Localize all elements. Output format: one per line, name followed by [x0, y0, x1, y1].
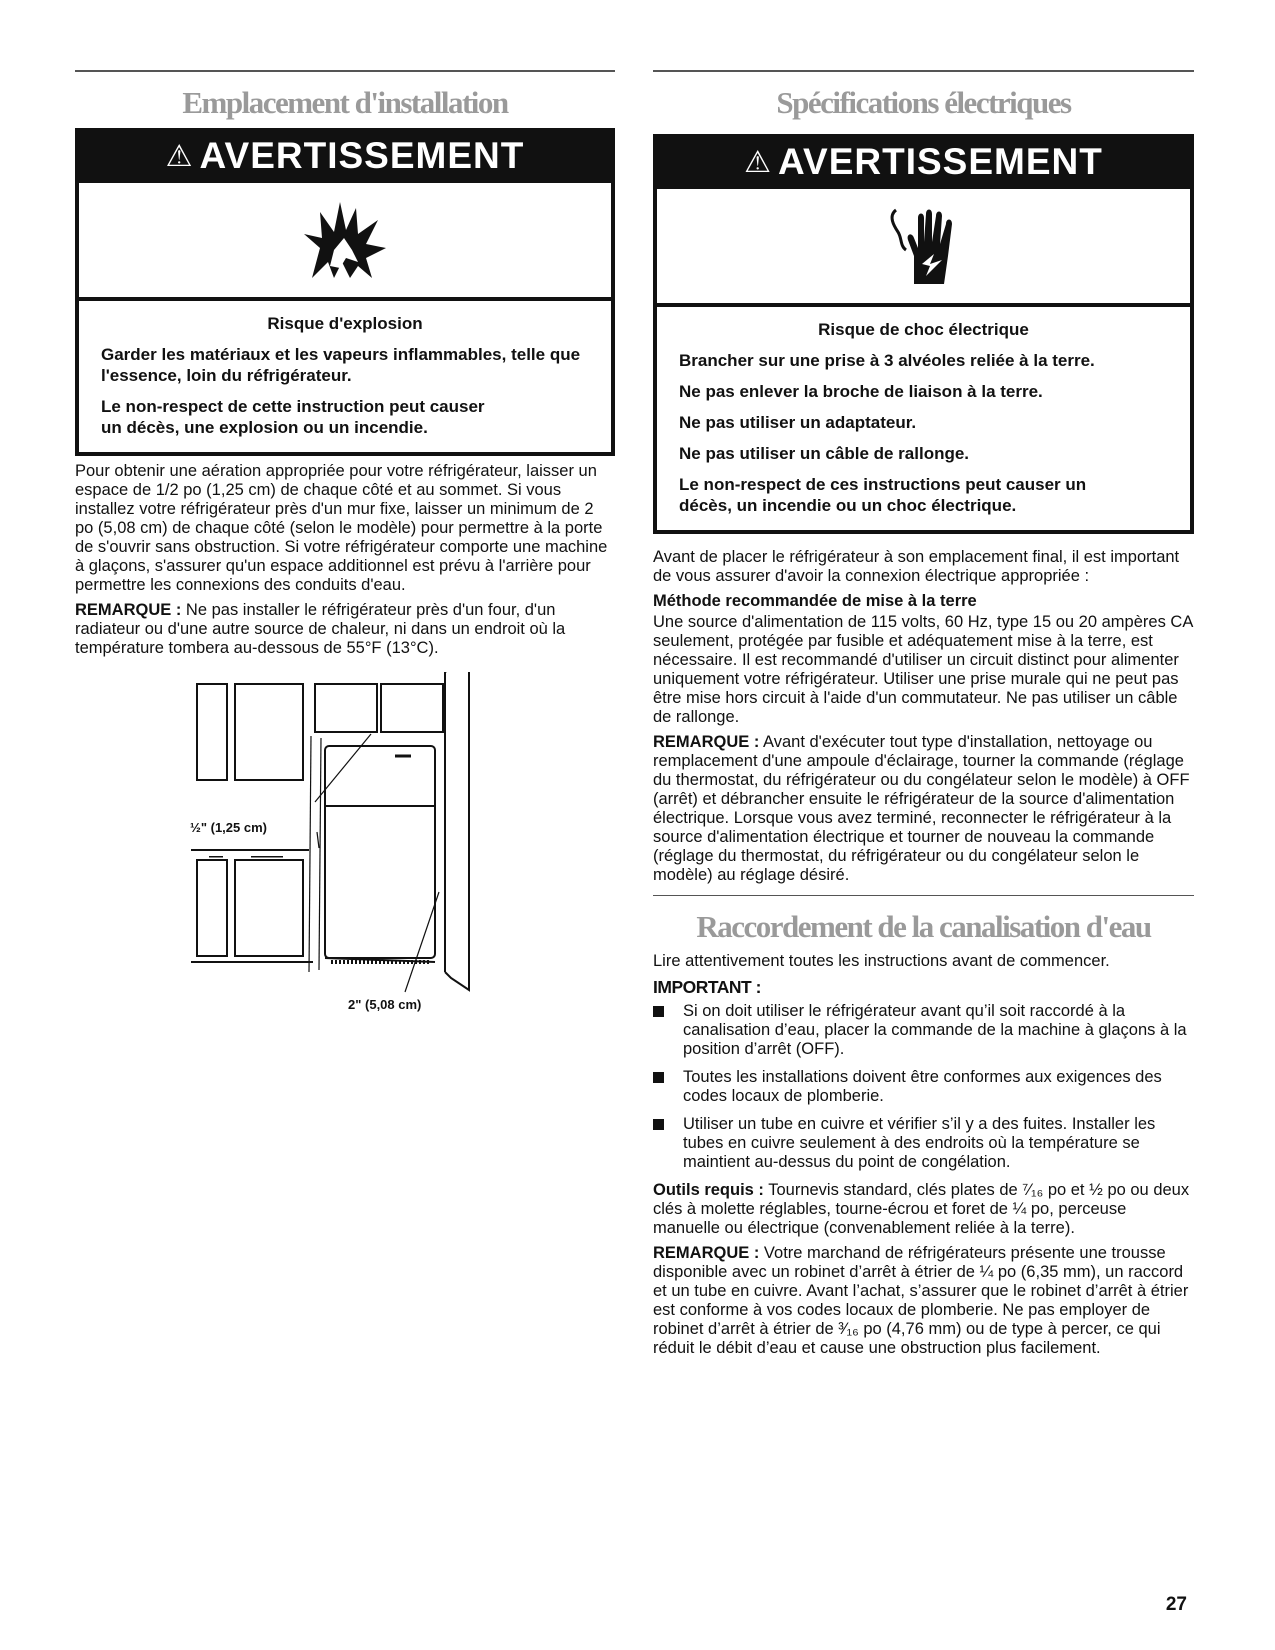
intro-paragraph: Avant de placer le réfrigérateur à son emplacement final, il est important de vous assurer d'avoir la connexion électrique appropriée : — [653, 547, 1180, 585]
warning-line-2: Ne pas enlever la broche de liaison à la terre. — [679, 381, 1043, 401]
page-number: 27 — [1165, 1594, 1187, 1615]
top-rule-right — [653, 70, 1194, 72]
note-paragraph-1: REMARQUE : Avant d'exécuter tout type d'installation, nettoyage ou remplacement d'une ampoule d'éclairage, tourner la commande (réglage du thermostat, du réfrigérateur ou du congélateur selon le modèle) à OFF (arrêt) et débrancher ensuite le réfrigérateur de la source d'alimentation électrique. Lorsque vous avez terminé, reconnecter le réfrigérateur à la source d'alimentation électrique et tourner de nouveau la commande (réglage du thermostat, du réfrigérateur ou du congélateur selon le modèle) au réglage désiré. — [653, 732, 1190, 884]
top-rule-left — [75, 70, 615, 72]
warning-icon-area — [657, 189, 1190, 307]
section-title-water: Raccordement de la canalisation d'eau — [696, 908, 1151, 944]
warning-header: ⚠ AVERTISSEMENT — [657, 138, 1190, 189]
tools-paragraph: Outils requis : Tournevis standard, clés plates de ⁷⁄₁₆ po et ½ po ou deux clés à molette réglables, tourne-écrou et foret de ¼ po, perceuse manuelle ou électrique (convenablement reliée à la terre). — [653, 1180, 1190, 1237]
section-title-installation: Emplacement d'installation — [182, 85, 508, 120]
warning-line-3: Ne pas utiliser un adaptateur. — [679, 412, 917, 432]
warning-triangle-icon: ⚠ — [744, 146, 773, 180]
warning-line-5: Le non-respect de ces instructions peut causer un décès, un incendie ou un choc électrique. — [679, 474, 1087, 515]
note-paragraph-2: REMARQUE : Votre marchand de réfrigérateurs présente une trousse disponible avec un robinet d’arrêt à étrier de ¼ po (6,35 mm), un raccord et un tube en cuivre. Avant l’achat, s’assurer que le robinet d’arrêt à étrier est conforme à vos codes locaux de plomberie. Ne pas employer de robinet d’arrêt à étrier de ³⁄₁₆ po (4,76 mm) ou de type à percer, ce qui réduit le débit d’eau et cause une obstruction plus facilement. — [653, 1243, 1189, 1357]
method-paragraph: Une source d'alimentation de 115 volts, 60 Hz, type 15 ou 20 ampères CA seulement, protégée par fusible et adéquatement mise à la terre, est nécessaire. Il est recommandé d'utiliser un circuit distinct pour alimenter uniquement votre réfrigérateur. Utiliser une prise murale qui ne peut pas être mise hors circuit à l'aide d'un commutateur. Ne pas utiliser un câble de rallonge. — [653, 612, 1193, 726]
left-column — [75, 70, 615, 1022]
warning-text — [657, 307, 1190, 530]
risk-title: Risque de choc électrique — [818, 319, 1029, 339]
warning-text — [79, 301, 611, 452]
risk-title: Risque d'explosion — [267, 313, 423, 333]
read-instructions: Lire attentivement toutes les instructions avant de commencer. — [653, 951, 1110, 970]
warning-header: ⚠ AVERTISSEMENT — [79, 132, 611, 183]
warning-box-explosion — [75, 128, 615, 456]
clearance-diagram-drawing — [75, 672, 615, 1022]
warning-line-1: Brancher sur une prise à 3 alvéoles reliée à la terre. — [679, 350, 1095, 370]
method-title: Méthode recommandée de mise à la terre — [653, 591, 977, 610]
right-column — [653, 70, 1194, 1364]
list-item: Toutes les installations doivent être conformes aux exigences des codes locaux de plomberie. — [653, 1068, 1194, 1106]
electric-shock-hand-icon — [884, 206, 964, 286]
mid-rule-right — [653, 895, 1194, 896]
section-title-electrical: Spécifications électriques — [776, 85, 1071, 120]
bullet-square-icon — [653, 1119, 664, 1130]
bullet-square-icon — [653, 1072, 664, 1083]
warning-box-electric — [653, 134, 1194, 534]
clearance-label-bottom: 2" (5,08 cm) — [348, 996, 422, 1012]
list-item: Utiliser un tube en cuivre et vérifier s’il y a des fuites. Installer les tubes en cuivre seulement à des endroits où la température se maintient au-dessus du point de congélation. — [653, 1115, 1194, 1172]
warning-line-2: Le non-respect de cette instruction peut causer un décès, une explosion ou un incendie. — [101, 396, 485, 437]
ventilation-paragraph: Pour obtenir une aération appropriée pour votre réfrigérateur, laisser un espace de 1/2 po (1,25 cm) de chaque côté et au sommet. Si vous installez votre réfrigérateur près d'un mur fixe, laisser un minimum de 2 po (5,08 cm) de chaque côté (selon le modèle) pour permettre à la porte de s'ouvrir sans obstruction. Si votre réfrigérateur comporte une machine à glaçons, s'assurer qu'un espace additionnel est prévu à l'arrière pour permettre les connexions des conduits d'eau. — [75, 461, 608, 594]
warning-line-1: Garder les matériaux et les vapeurs inflammables, telle que l'essence, loin du réfrigérateur. — [101, 344, 581, 385]
explosion-icon — [300, 200, 390, 280]
note-paragraph: REMARQUE : Ne pas installer le réfrigérateur près d'un four, d'un radiateur ou d'une autre source de chaleur, ni dans un endroit où la température tombera au-dessous de 55°F (13°C). — [75, 600, 566, 657]
clearance-label-top: ½" (1,25 cm) — [190, 819, 267, 835]
warning-line-4: Ne pas utiliser un câble de rallonge. — [679, 443, 970, 463]
list-item: Si on doit utiliser le réfrigérateur avant qu’il soit raccordé à la canalisation d’eau, placer la commande de la machine à glaçons à la position d’arrêt (OFF). — [653, 1002, 1194, 1059]
important-label: IMPORTANT : — [653, 976, 761, 997]
important-list — [653, 1002, 1194, 1172]
warning-triangle-icon: ⚠ — [165, 140, 194, 174]
bullet-square-icon — [653, 1006, 664, 1017]
clearance-diagram — [75, 672, 615, 1022]
warning-icon-area — [79, 183, 611, 301]
